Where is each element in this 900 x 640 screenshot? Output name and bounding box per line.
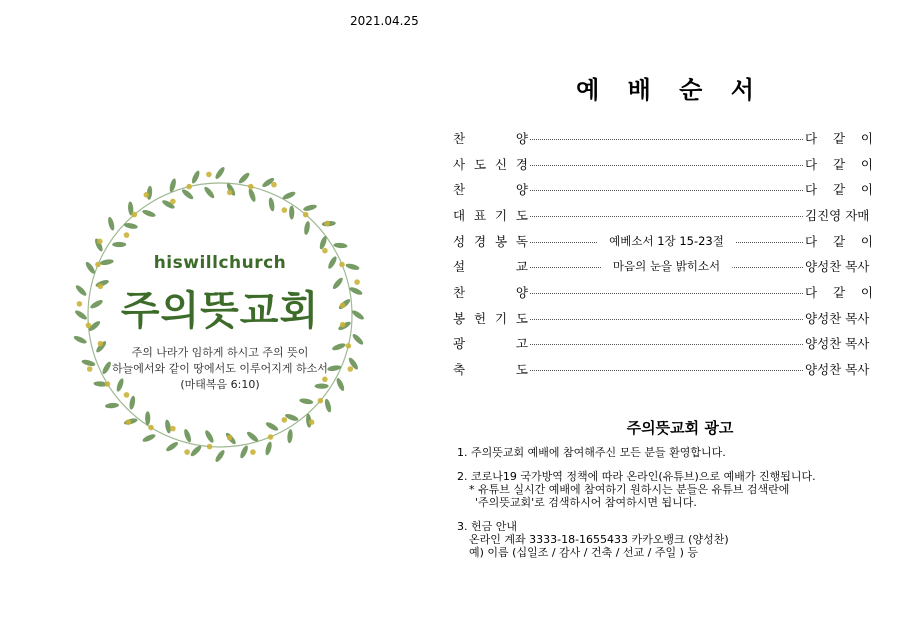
worship-order-row bbox=[453, 305, 873, 331]
wreath-leaf bbox=[287, 429, 293, 443]
wreath-flower bbox=[132, 212, 138, 218]
dotted-leader bbox=[530, 182, 803, 196]
wreath-flower bbox=[268, 434, 274, 440]
wreath-leaf bbox=[268, 197, 276, 212]
wreath-leaf bbox=[183, 428, 193, 443]
worship-item-label: 봉 헌 기 도 bbox=[453, 310, 528, 326]
wreath-flower bbox=[227, 190, 233, 196]
wreath-flower bbox=[184, 449, 190, 455]
wreath-flower bbox=[248, 184, 254, 190]
worship-item-label: 광 고 bbox=[453, 336, 528, 352]
announcement-item bbox=[457, 470, 877, 509]
wreath-leaf bbox=[299, 398, 314, 406]
dotted-leader bbox=[530, 131, 803, 145]
worship-item-detail: 예베소서 1장 15-23절 bbox=[597, 233, 736, 249]
wreath-flower bbox=[170, 199, 176, 205]
wreath-flower bbox=[124, 232, 130, 238]
wreath-leaf bbox=[107, 216, 116, 231]
dotted-leader bbox=[530, 311, 803, 325]
worship-item-leader: 양성찬 목사 bbox=[805, 310, 870, 326]
worship-item-detail: 마음의 눈을 밝히소서 bbox=[601, 258, 732, 274]
church-emblem bbox=[70, 165, 370, 465]
church-name-english: hiswillchurch bbox=[153, 253, 287, 273]
wreath-leaf bbox=[214, 166, 226, 180]
wreath-leaf bbox=[239, 444, 250, 459]
church-name-korean: 주의뜻교회 bbox=[120, 288, 320, 334]
wreath-flower bbox=[206, 172, 212, 178]
worship-item-label: 대 표 기 도 bbox=[453, 207, 528, 223]
wreath-leaf bbox=[181, 188, 195, 201]
announcement-line: 1. 주의뜻교회 예배에 참여해주신 모든 분들 환영합니다. bbox=[457, 446, 726, 459]
announcement-line: 3. 헌금 안내 bbox=[457, 520, 517, 533]
wreath-leaf bbox=[204, 429, 216, 444]
wreath-flower bbox=[318, 398, 324, 404]
worship-order-row bbox=[453, 125, 873, 151]
order-of-worship-title: 예 배 순 서 bbox=[576, 76, 764, 104]
announcement-line: * 유튜브 실시간 예배에 참여하기 원하시는 분들은 유튜브 검색란에 bbox=[469, 483, 790, 496]
worship-order-row bbox=[453, 279, 873, 305]
wreath-leaf bbox=[203, 185, 216, 199]
announcement-line: '주의뜻교회'로 검색하시어 참여하시면 됩니다. bbox=[475, 496, 697, 509]
wreath-leaf bbox=[303, 203, 318, 212]
worship-order-row bbox=[453, 151, 873, 177]
worship-item-leader: 다 같 이 bbox=[805, 130, 873, 146]
wreath-flower bbox=[250, 449, 256, 455]
dotted-leader bbox=[530, 208, 803, 222]
worship-item-label: 사 도 신 경 bbox=[453, 156, 528, 172]
dotted-leader bbox=[530, 157, 803, 171]
wreath-leaf bbox=[264, 441, 273, 456]
dotted-leader bbox=[530, 362, 803, 376]
worship-item-label: 축 도 bbox=[453, 362, 528, 378]
worship-item-leader: 다 같 이 bbox=[805, 156, 873, 172]
wreath-leaf bbox=[214, 449, 226, 463]
worship-order-row bbox=[453, 202, 873, 228]
worship-item-label: 찬 양 bbox=[453, 284, 528, 300]
wreath-leaf bbox=[112, 242, 126, 247]
wreath-flower bbox=[144, 192, 150, 198]
worship-item-label: 찬 양 bbox=[453, 182, 528, 198]
wreath-flower bbox=[126, 419, 132, 425]
wreath-flower bbox=[282, 417, 288, 423]
worship-item-leader: 양성찬 목사 bbox=[805, 336, 870, 352]
worship-item-leader: 양성찬 목사 bbox=[805, 259, 870, 275]
verse-reference: (마태복음 6:10) bbox=[180, 378, 260, 391]
wreath-flower bbox=[227, 435, 233, 441]
worship-item-leader: 다 같 이 bbox=[805, 233, 873, 249]
order-of-worship-list bbox=[453, 125, 873, 382]
wreath-leaf bbox=[246, 430, 260, 443]
wreath-leaf bbox=[142, 433, 157, 444]
wreath-flower bbox=[186, 184, 192, 190]
wreath-flower bbox=[97, 239, 103, 245]
dotted-leader bbox=[530, 234, 803, 248]
announcements-title: 주의뜻교회 광고 bbox=[626, 419, 734, 437]
worship-item-leader: 다 같 이 bbox=[805, 182, 873, 198]
wreath-leaf bbox=[145, 411, 150, 425]
wreath-flower bbox=[303, 212, 309, 218]
dotted-leader bbox=[530, 336, 803, 350]
wreath-leaf bbox=[105, 402, 119, 408]
wreath-flower bbox=[170, 426, 176, 432]
worship-order-row bbox=[453, 176, 873, 202]
dotted-leader bbox=[530, 259, 803, 273]
worship-item-leader: 다 같 이 bbox=[805, 284, 873, 300]
announcement-line: 2. 코로나19 국가방역 정책에 따라 온라인(유튜브)으로 예배가 진행됩니다. bbox=[457, 470, 816, 483]
wreath-leaf bbox=[237, 171, 251, 185]
wreath-leaf bbox=[190, 170, 201, 185]
verse-line: 주의 나라가 임하게 하시고 주의 뜻이 bbox=[131, 346, 309, 359]
wreath-flower bbox=[271, 182, 277, 188]
wreath-leaf bbox=[81, 359, 96, 368]
worship-order-row bbox=[453, 331, 873, 357]
worship-item-leader: 양성찬 목사 bbox=[805, 362, 870, 378]
worship-item-label: 설 교 bbox=[453, 259, 528, 275]
announcement-item bbox=[457, 520, 877, 559]
announcement-line: 예) 이름 (십일조 / 감사 / 건축 / 선교 / 주일 ) 등 bbox=[469, 546, 699, 559]
announcement-line: 온라인 계좌 3333-18-1655433 카카오뱅크 (양성찬) bbox=[469, 533, 729, 546]
worship-order-row bbox=[453, 253, 873, 279]
worship-order-row bbox=[453, 356, 873, 382]
scripture-verse bbox=[100, 345, 340, 393]
wreath-leaf bbox=[189, 444, 203, 458]
wreath-leaf bbox=[265, 421, 280, 433]
announcement-item bbox=[457, 446, 877, 459]
worship-item-leader: 김진영 자매 bbox=[805, 207, 870, 223]
wreath-flower bbox=[282, 207, 288, 213]
wreath-flower bbox=[87, 366, 93, 372]
wreath-flower bbox=[148, 425, 154, 431]
wreath-leaf bbox=[324, 398, 333, 413]
wreath-leaf bbox=[141, 209, 156, 219]
wreath-leaf bbox=[164, 419, 172, 434]
wreath-leaf bbox=[165, 440, 179, 452]
wreath-flower bbox=[207, 444, 213, 450]
wreath-leaf bbox=[333, 242, 347, 248]
wreath-leaf bbox=[247, 188, 257, 203]
dotted-leader bbox=[530, 285, 803, 299]
wreath-leaf bbox=[129, 395, 137, 410]
wreath-leaf bbox=[289, 206, 294, 220]
announcements-list bbox=[457, 446, 877, 570]
wreath-leaf bbox=[303, 221, 311, 236]
worship-item-label: 찬 양 bbox=[453, 130, 528, 146]
wreath-flower bbox=[346, 343, 352, 349]
verse-line: 하늘에서와 같이 땅에서도 이루어지게 하소서 bbox=[112, 362, 328, 375]
bulletin-date: 2021.04.25 bbox=[350, 14, 419, 28]
wreath-flower bbox=[324, 221, 330, 227]
wreath-flower bbox=[309, 419, 315, 425]
wreath-flower bbox=[348, 366, 354, 372]
worship-item-label: 성 경 봉 독 bbox=[453, 233, 528, 249]
worship-order-row bbox=[453, 228, 873, 254]
